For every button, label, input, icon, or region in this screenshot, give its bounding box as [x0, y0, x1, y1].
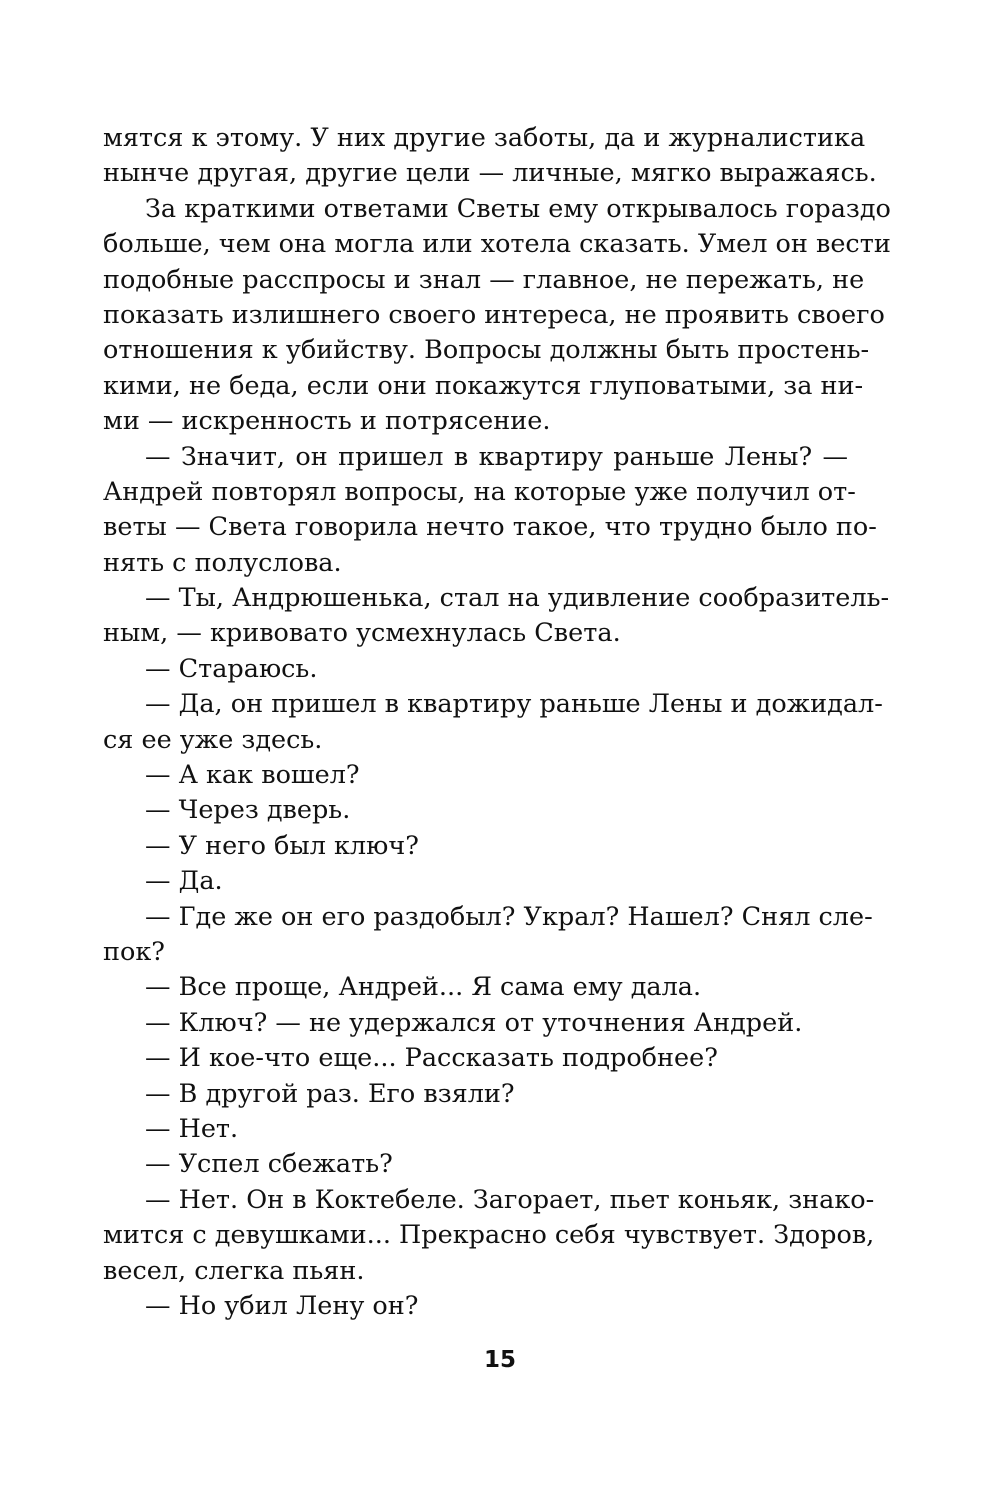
text-line: кими, не беда, если они покажутся глуповатыми, за ни-: [103, 370, 864, 401]
text-line: — Да, он пришел в квартиру раньше Лены и дожидал-: [145, 689, 883, 720]
text-line: показать излишнего своего интереса, не проявить своего: [103, 299, 885, 330]
text-line: ся ее уже здесь.: [103, 724, 323, 755]
text-line: — У него был ключ?: [145, 830, 419, 861]
text-line: весел, слегка пьян.: [103, 1255, 365, 1286]
text-line: — Нет. Он в Коктебеле. Загорает, пьет коньяк, знако-: [145, 1184, 875, 1215]
text-line: — И кое-что еще... Рассказать подробнее?: [145, 1043, 718, 1074]
text-line: — Ты, Андрюшенька, стал на удивление сообразитель-: [145, 583, 890, 614]
text-line: — Где же он его раздобыл? Украл? Нашел? Снял сле-: [145, 901, 873, 932]
text-line: отношения к убийству. Вопросы должны быть простень-: [103, 335, 870, 366]
text-line: — Ключ? — не удержался от уточнения Андрей.: [145, 1007, 803, 1038]
text-line: — Значит, он пришел в квартиру раньше Лены? —: [145, 441, 848, 472]
text-line: — Нет.: [145, 1113, 239, 1144]
text-line: больше, чем она могла или хотела сказать. Умел он вести: [103, 229, 891, 260]
text-line: ми — искренность и потрясение.: [103, 406, 551, 437]
text-line: — Но убил Лену он?: [145, 1290, 419, 1321]
text-line: пок?: [103, 936, 165, 967]
text-line: веты — Света говорила нечто такое, что трудно было по-: [103, 512, 877, 543]
text-line: Андрей повторял вопросы, на которые уже получил от-: [103, 476, 856, 507]
text-line: ным, — кривовато усмехнулась Света.: [103, 618, 621, 649]
text-line: — Стараюсь.: [145, 653, 318, 684]
text-line: — Да.: [145, 866, 223, 897]
text-line: — Через дверь.: [145, 795, 351, 826]
page-text: [103, 121, 891, 1324]
text-line: — Успел сбежать?: [145, 1149, 393, 1180]
text-line: нынче другая, другие цели — личные, мягко выражаясь.: [103, 158, 877, 189]
text-line: мится с девушками... Прекрасно себя чувствует. Здоров,: [103, 1220, 875, 1251]
text-line: подобные расспросы и знал — главное, не пережать, не: [103, 264, 865, 295]
text-line: — Все проще, Андрей... Я сама ему дала.: [145, 972, 702, 1003]
text-line: мятся к этому. У них другие заботы, да и журналистика: [103, 123, 866, 153]
text-line: — В другой раз. Его взяли?: [145, 1078, 515, 1109]
page-number: 15: [483, 1347, 516, 1373]
text-line: За краткими ответами Светы ему открывалось гораздо: [145, 193, 891, 224]
text-line: нять с полуслова.: [103, 547, 342, 578]
text-line: — А как вошел?: [145, 760, 360, 791]
